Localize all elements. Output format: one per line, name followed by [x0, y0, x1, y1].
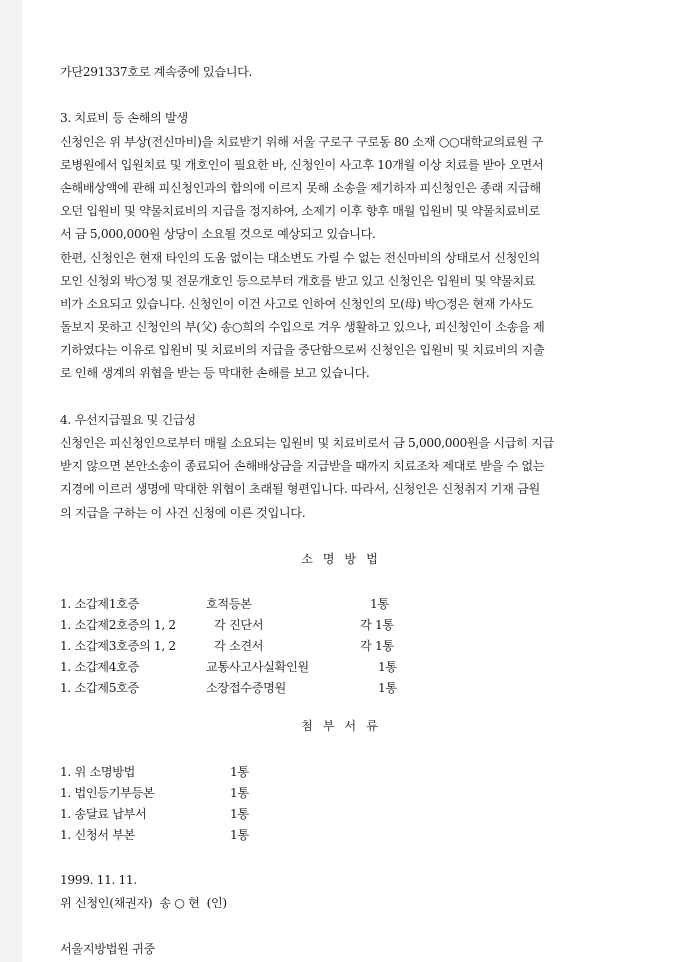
intro-line: 가단291337호로 계속중에 있습니다.: [60, 65, 253, 79]
section3-line: 손해배상액에 관해 피신청인과의 합의에 이르지 못해 소송을 제기하자 피신청인은 종래 지급해: [60, 180, 541, 195]
section3-line: 로병원에서 입원치료 및 개호인이 필요한 바, 신청인이 사고후 10개월 이상 치료를 받아 오면서: [60, 157, 544, 172]
section4-line: 신청인은 피신청인으로부터 매월 소요되는 입원비 및 치료비로서 금 5,000,000원을 시급히 지급: [60, 436, 554, 450]
evidence-title: 소 명 방 법: [301, 551, 381, 566]
attachment-name: 1. 송달료 납부서: [60, 806, 147, 821]
section3-heading: 3. 치료비 등 손해의 발생: [60, 111, 188, 126]
evidence-name: 각 소견서: [214, 639, 264, 654]
page-edge: [0, 0, 22, 962]
section3-line: 비가 소요되고 있습니다. 신청인이 이건 사고로 인하여 신청인의 모(母) 박○정은 현재 가사도: [60, 296, 534, 311]
evidence-row: [60, 636, 622, 657]
evidence-qty: 1통: [378, 681, 397, 696]
evidence-qty: 각 1통: [360, 618, 394, 633]
attachment-name: 1. 위 소명방법: [60, 764, 136, 779]
section4-line: 지경에 이르러 생명에 막대한 위협이 초래될 형편입니다. 따라서, 신청인은 신청취지 기재 금원: [60, 482, 540, 497]
attachment-name: 1. 신청서 부본: [60, 827, 136, 842]
evidence-number: 1. 소갑제5호증: [60, 681, 139, 696]
section3-line: 한편, 신청인은 현재 타인의 도움 없이는 대소변도 가릴 수 없는 전신마비의 상태로서 신청인의: [60, 250, 540, 265]
section3-line: 오던 입원비 및 약물치료비의 지급을 정지하여, 소제기 이후 향후 매월 입원비 및 약물치료비로: [60, 204, 540, 219]
attachments-title: 첨 부 서 류: [301, 719, 381, 734]
evidence-name: 교통사고사실확인원: [206, 660, 309, 675]
evidence-list: [60, 594, 622, 699]
attachment-qty: 1통: [230, 827, 249, 842]
attachment-row: [60, 762, 622, 783]
evidence-name: 각 진단서: [214, 618, 264, 633]
attachment-name: 1. 법인등기부등본: [60, 785, 155, 800]
evidence-row: [60, 657, 622, 678]
attachment-qty: 1통: [230, 764, 249, 779]
evidence-name: 호적등본: [206, 597, 252, 612]
section3-line: 신청인은 위 부상(전신마비)을 치료받기 위해 서울 구로구 구로동 80 소재 ○○대학교의료원 구: [60, 134, 543, 149]
section3-line: 기하였다는 이유로 입원비 및 치료비의 지급을 중단함으로써 신청인은 입원비 및 치료비의 지출: [60, 343, 545, 358]
section4-line: 의 지급을 구하는 이 사건 신청에 이른 것입니다.: [60, 505, 306, 520]
signature-line: 위 신청인(채권자) 송 ○ 현 (인): [60, 896, 227, 911]
filing-date: 1999. 11. 11.: [60, 872, 137, 887]
evidence-row: [60, 594, 622, 615]
document-body: [60, 61, 622, 962]
section4-line: 받지 않으면 본안소송이 종료되어 손해배상금을 지급받을 때까지 치료조차 제대로 받을 수 없는: [60, 459, 545, 474]
evidence-qty: 1통: [370, 597, 389, 612]
section3-line: 모인 신청외 박○정 및 전문개호인 등으로부터 개호를 받고 있고 신청인은 입원비 및 약물치료: [60, 273, 536, 288]
attachment-row: [60, 804, 622, 825]
attachment-qty: 1통: [230, 806, 249, 821]
evidence-row: [60, 615, 622, 636]
evidence-qty: 각 1통: [360, 639, 394, 654]
attachment-row: [60, 825, 622, 846]
evidence-qty: 1통: [378, 660, 397, 675]
court-addressee: 서울지방법원 귀중: [60, 942, 155, 957]
section3-line: 서 금 5,000,000원 상당이 소요될 것으로 예상되고 있습니다.: [60, 227, 376, 242]
attachment-qty: 1통: [230, 785, 249, 800]
evidence-name: 소장접수증명원: [206, 681, 286, 696]
evidence-row: [60, 678, 622, 699]
evidence-number: 1. 소갑제1호증: [60, 597, 139, 612]
section3-line: 돌보지 못하고 신청인의 부(父) 송○희의 수입으로 겨우 생활하고 있으나, 피신청인이 소송을 제: [60, 320, 545, 335]
attachments-list: [60, 762, 622, 846]
section4-heading: 4. 우선지급필요 및 긴급성: [60, 412, 196, 427]
evidence-number: 1. 소갑제3호증의 1, 2: [60, 639, 176, 654]
evidence-number: 1. 소갑제2호증의 1, 2: [60, 618, 176, 633]
evidence-number: 1. 소갑제4호증: [60, 660, 139, 675]
section3-line: 로 인해 생계의 위협을 받는 등 막대한 손해를 보고 있습니다.: [60, 366, 370, 381]
attachment-row: [60, 783, 622, 804]
